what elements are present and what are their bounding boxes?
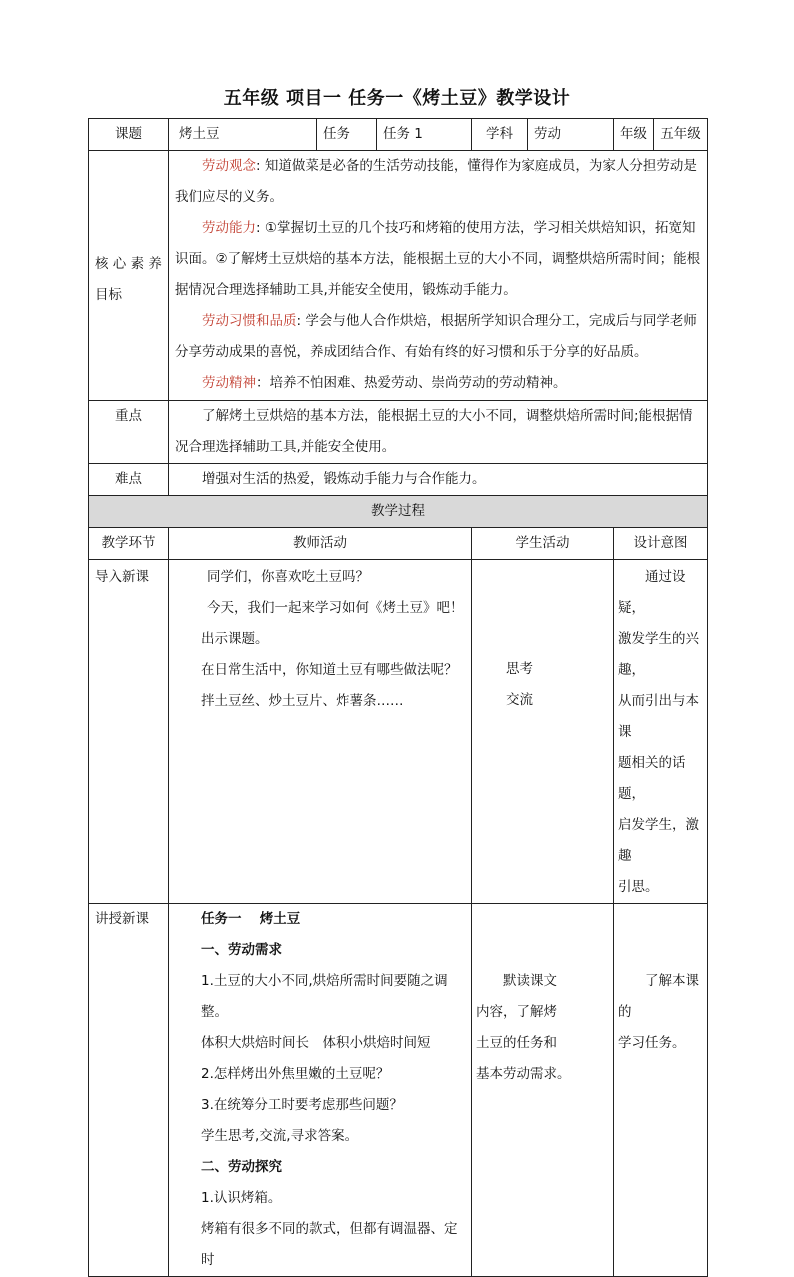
core-para-2: 劳动能力: ①掌握切土豆的几个技巧和烤箱的使用方法，学习相关烘焙知识，拓宽知识面。②了解烤土豆烘焙的基本方法，能根据土豆的大小不同，调整烘焙所需时间；能根据情况合理选择辅助工具,并能安全使用，锻炼动手能力。 — [175, 220, 701, 298]
core-row — [89, 151, 708, 401]
document-title: 五年级 项目一 任务一《烤土豆》教学设计 — [223, 88, 571, 109]
core-para-4: 劳动精神：培养不怕困难、热爱劳动、崇尚劳动的劳动精神。 — [202, 375, 567, 391]
lesson-student: 默读课文 内容，了解烤 土豆的任务和 基本劳动需求。 — [472, 904, 614, 1277]
lesson-teacher: 任务一 烤土豆 一、劳动需求 1.土豆的大小不同,烘焙所需时间要随之调整。 体积大烘焙时间长 体积小烘焙时间短 2.怎样烤出外焦里嫩的土豆呢？ 3.在统筹分工时要考虑那些问题？ 学生思考,交流,寻求答案。 二、劳动探究 1.认识烤箱。 烤箱有很多不同的款式，但都有调温器、定时 — [169, 904, 472, 1277]
intro-student: 思考 交流 — [472, 560, 614, 904]
lesson-plan-table — [88, 118, 708, 1277]
process-title-row — [89, 496, 708, 528]
difficulty-row — [89, 464, 708, 496]
key-row — [89, 401, 708, 464]
lesson-stage: 讲授新课 — [89, 904, 169, 1277]
col-student-header: 学生活动 — [472, 528, 614, 560]
lesson-intent: 了解本课的 学习任务。 — [614, 904, 708, 1277]
task-value: 任务 1 — [377, 119, 472, 151]
topic-value: 烤土豆 — [169, 119, 317, 151]
intro-intent: 通过设疑， 激发学生的兴趣， 从而引出与本课 题相关的话题， 启发学生，激趣 引思。 — [614, 560, 708, 904]
subject-label: 学科 — [472, 119, 528, 151]
process-header-row — [89, 528, 708, 560]
header-row — [89, 119, 708, 151]
topic-label: 课题 — [89, 119, 169, 151]
intro-row — [89, 560, 708, 904]
intro-teacher: 同学们，你喜欢吃土豆吗？ 今天，我们一起来学习如何《烤土豆》吧！ 出示课题。 在日常生活中，你知道土豆有哪些做法呢？ 拌土豆丝、炒土豆片、炸薯条…… — [169, 560, 472, 904]
process-title: 教学过程 — [89, 496, 708, 528]
key-content: 了解烤土豆烘焙的基本方法，能根据土豆的大小不同，调整烘焙所需时间;能根据情况合理选择辅助工具,并能安全使用。 — [169, 401, 708, 464]
col-intent-header: 设计意图 — [614, 528, 708, 560]
difficulty-content: 增强对生活的热爱，锻炼动手能力与合作能力。 — [169, 464, 708, 496]
intro-stage: 导入新课 — [89, 560, 169, 904]
core-para-3: 劳动习惯和品质: 学会与他人合作烘焙，根据所学知识合理分工，完成后与同学老师分享劳动成果的喜悦，养成团结合作、有始有终的好习惯和乐于分享的好品质。 — [175, 313, 697, 360]
subject-value: 劳动 — [528, 119, 614, 151]
col-teacher-header: 教师活动 — [169, 528, 472, 560]
col-stage-header: 教学环节 — [89, 528, 169, 560]
grade-label: 年级 — [614, 119, 654, 151]
grade-value: 五年级 — [654, 119, 708, 151]
difficulty-label: 难点 — [89, 464, 169, 496]
key-label: 重点 — [89, 401, 169, 464]
core-content — [169, 151, 708, 401]
task-label: 任务 — [317, 119, 377, 151]
core-para-1: 劳动观念: 知道做菜是必备的生活劳动技能，懂得作为家庭成员，为家人分担劳动是我们应尽的义务。 — [175, 158, 697, 205]
lesson-row — [89, 904, 708, 1277]
core-label: 核 心 素 养 目标 — [89, 151, 169, 401]
